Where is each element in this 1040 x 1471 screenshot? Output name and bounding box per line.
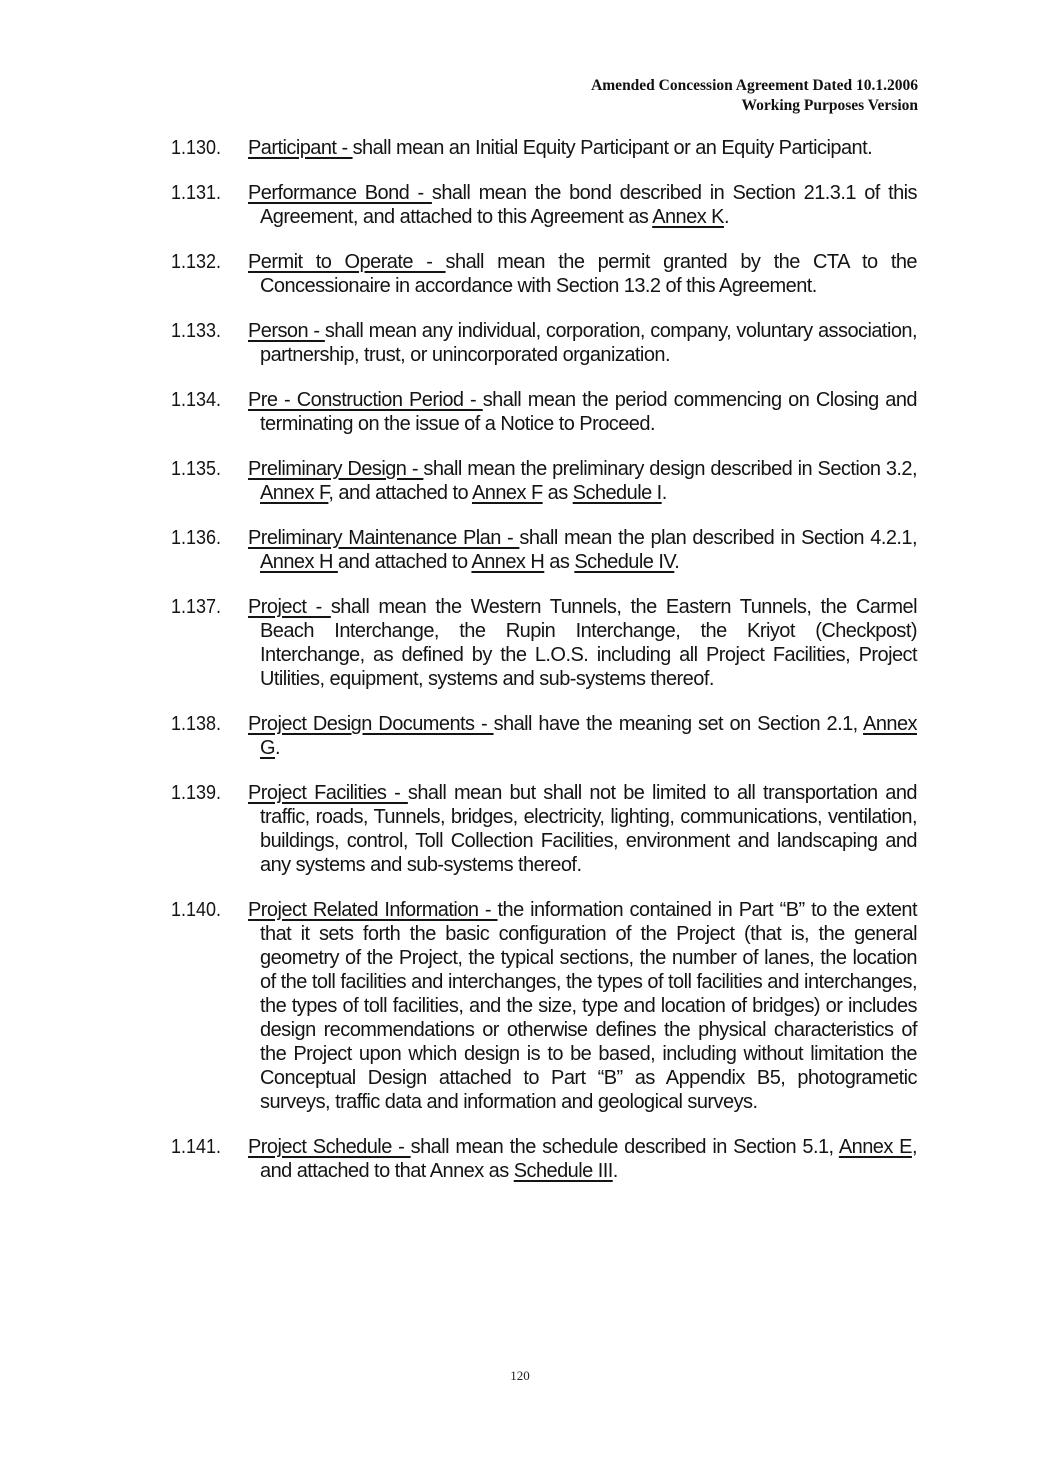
- defined-term: Preliminary Design -: [248, 458, 424, 480]
- definition-body: shall mean the period commencing on Closing and terminating on the issue of a Notice to Proceed.: [260, 389, 917, 435]
- definition-item: [171, 898, 917, 1114]
- definition-number: 1.130.: [171, 137, 222, 159]
- defined-term: Permit to Operate -: [248, 251, 446, 273]
- cross-reference: Annex G: [260, 713, 917, 759]
- definition-text: [248, 1135, 917, 1183]
- definition-body: shall mean an Initial Equity Participant or an Equity Participant.: [352, 137, 873, 159]
- definition-body: as: [542, 482, 573, 504]
- definition-body: shall mean any individual, corporation, company, voluntary association, partnership, trust, or unincorporated organization.: [260, 320, 917, 366]
- definition-number: 1.141.: [171, 1136, 222, 1158]
- cross-reference: Schedule I: [572, 482, 662, 504]
- definition-number: 1.135.: [171, 458, 222, 480]
- cross-reference: Schedule III: [513, 1160, 613, 1182]
- definition-text: [248, 781, 917, 877]
- definition-body: as: [544, 551, 575, 573]
- cross-reference: Annex H: [471, 551, 545, 573]
- definition-body: .: [661, 482, 667, 504]
- definition-text: [248, 319, 917, 367]
- definition-item: [171, 181, 917, 229]
- definition-item: [171, 457, 917, 505]
- definition-body: shall mean the preliminary design described in Section 3.2,: [423, 458, 917, 480]
- definition-body: shall have the meaning set on Section 2.1,: [493, 713, 864, 735]
- defined-term: Preliminary Maintenance Plan -: [248, 527, 520, 549]
- page-number: 120: [510, 1368, 530, 1383]
- definition-text: [248, 595, 917, 691]
- defined-term: Person -: [248, 320, 325, 342]
- definition-number: 1.133.: [171, 320, 222, 342]
- definition-body: .: [275, 737, 281, 759]
- defined-term: Project -: [248, 596, 331, 618]
- cross-reference: Annex E: [838, 1136, 912, 1158]
- definition-number: 1.137.: [171, 596, 222, 618]
- defined-term: Pre - Construction Period -: [248, 389, 483, 411]
- definition-text: [248, 388, 917, 436]
- definition-body: shall mean the permit granted by the CTA to the Concessionaire in accordance with Section 13.2 of this Agreement.: [260, 251, 917, 297]
- definition-number: 1.134.: [171, 389, 222, 411]
- header-version: Working Purposes Version: [741, 97, 918, 114]
- defined-term: Project Related Information -: [248, 899, 498, 921]
- definition-body: shall mean but shall not be limited to all transportation and traffic, roads, Tunnels, bridges, electricity, lighting, communications, ventilation, buildings, control, Toll Collection Facilities, environment and landscaping and any systems and sub-systems thereof.: [260, 782, 918, 876]
- definition-number: 1.136.: [171, 527, 222, 549]
- defined-term: Participant -: [248, 137, 353, 159]
- definition-body: .: [723, 206, 729, 228]
- definition-body: .: [612, 1160, 618, 1182]
- definition-number: 1.140.: [171, 899, 222, 921]
- definition-body: shall mean the plan described in Section 4.2.1,: [519, 527, 917, 549]
- definition-item: [171, 712, 917, 760]
- definition-number: 1.138.: [171, 713, 222, 735]
- definition-item: [171, 136, 917, 160]
- definition-body: , and attached to: [328, 482, 472, 504]
- cross-reference: Annex F: [260, 482, 329, 504]
- definition-text: [248, 136, 917, 160]
- definition-item: [171, 388, 917, 436]
- definitions-list: [171, 136, 917, 1204]
- definition-body: shall mean the bond described in Section 21.3.1 of this Agreement, and attached to this Agreement as: [260, 182, 917, 228]
- cross-reference: Annex K: [652, 206, 724, 228]
- definition-item: [171, 250, 917, 298]
- definition-text: [248, 712, 917, 760]
- defined-term: Project Design Documents -: [248, 713, 494, 735]
- definition-item: [171, 526, 917, 574]
- definition-body: shall mean the schedule described in Section 5.1,: [410, 1136, 839, 1158]
- document-header: [591, 76, 918, 116]
- definition-text: [248, 250, 917, 298]
- definition-number: 1.132.: [171, 251, 222, 273]
- defined-term: Project Facilities -: [248, 782, 408, 804]
- definition-item: [171, 781, 917, 877]
- definition-body: shall mean the Western Tunnels, the Eastern Tunnels, the Carmel Beach Interchange, the Rupin Interchange, the Kriyot (Checkpost) Interchange, as defined by the L.O.S. including all Project Facilities, Project Utilities, equipment, systems and sub-systems thereof.: [260, 596, 917, 690]
- defined-term: Project Schedule -: [248, 1136, 411, 1158]
- definition-item: [171, 319, 917, 367]
- definition-body: the information contained in Part “B” to the extent that it sets forth the basic configuration of the Project (that is, the general geometry of the Project, the typical sections, the number of lanes, the location of the toll facilities and interchanges, the types of toll facilities and interchanges, the types of toll facilities, and the size, type and location of bridges) or includes design recommendations or otherwise defines the physical characteristics of the Project upon which design is to be based, including without limitation the Conceptual Design attached to Part “B” as Appendix B5, photogrametic surveys, traffic data and information and geological surveys.: [260, 899, 917, 1113]
- definition-text: [248, 181, 917, 229]
- cross-reference: Annex H: [260, 551, 338, 573]
- definition-item: [171, 1135, 917, 1183]
- definition-body: and attached to: [337, 551, 472, 573]
- cross-reference: Schedule IV: [574, 551, 675, 573]
- definition-body: , and attached to that Annex as: [260, 1136, 917, 1182]
- definition-body: .: [674, 551, 680, 573]
- defined-term: Performance Bond -: [248, 182, 432, 204]
- definition-number: 1.139.: [171, 782, 222, 804]
- definition-text: [248, 526, 917, 574]
- definition-item: [171, 595, 917, 691]
- definition-text: [248, 457, 917, 505]
- cross-reference: Annex F: [471, 482, 543, 504]
- definition-text: [248, 898, 917, 1114]
- header-title: Amended Concession Agreement Dated 10.1.2006: [591, 77, 918, 94]
- definition-number: 1.131.: [171, 182, 222, 204]
